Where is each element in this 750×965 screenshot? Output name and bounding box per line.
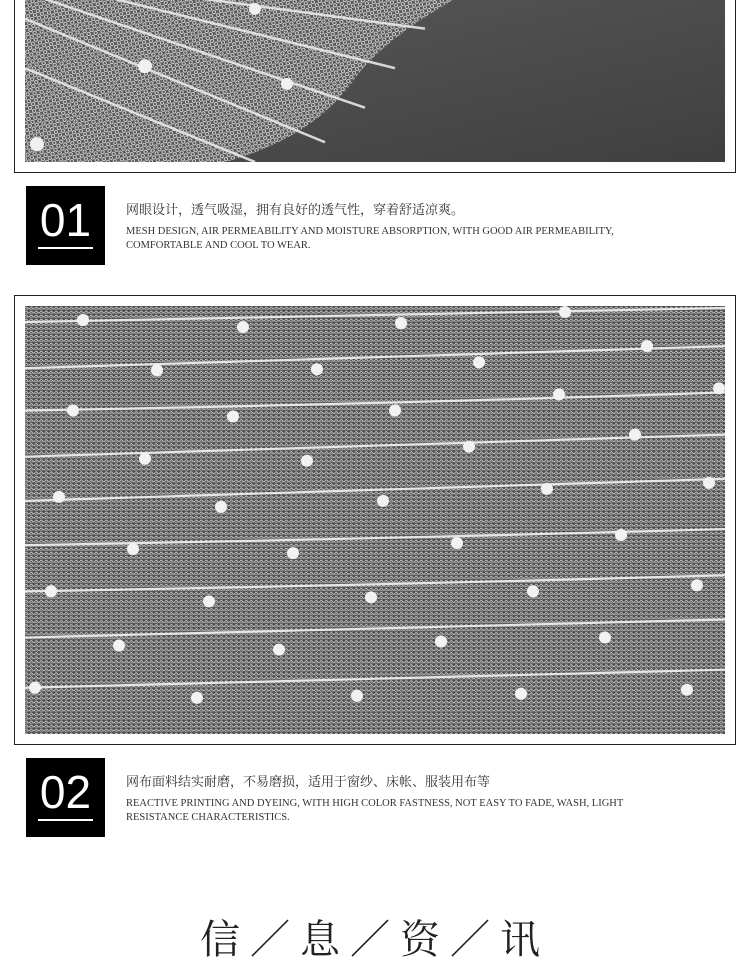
- section-title-info: 信／息／资／讯: [200, 917, 550, 963]
- feature-number: 01: [38, 195, 93, 249]
- feature-number-box: [26, 758, 105, 837]
- fabric-photo-top: [25, 0, 725, 162]
- feature-02: [26, 758, 726, 838]
- feature-number: 02: [38, 767, 93, 821]
- feature-description-en: MESH DESIGN, AIR PERMEABILITY AND MOISTURE ABSORPTION, WITH GOOD AIR PERMEABILITY, COMFORTABLE AND COOL TO WEAR.: [126, 226, 614, 251]
- fabric-photo-middle: [25, 306, 725, 734]
- mesh-fabric-image-top: [25, 0, 725, 162]
- fabric-photo-frame-middle: [14, 295, 736, 745]
- feature-description-en: REACTIVE PRINTING AND DYEING, WITH HIGH COLOR FASTNESS, NOT EASY TO FADE, WASH, LIGHT RESISTANCE CHARACTERISTICS.: [126, 798, 624, 823]
- mesh-fabric-image-middle: [25, 306, 725, 734]
- fabric-photo-frame-top: [14, 0, 736, 173]
- feature-number-box: [26, 186, 105, 265]
- feature-description-zh: 网布面料结实耐磨，不易磨损，适用于窗纱、床帐、服装用布等: [126, 775, 491, 790]
- feature-01: [26, 186, 726, 266]
- feature-description-zh: 网眼设计，透气吸湿，拥有良好的透气性，穿着舒适凉爽。: [126, 203, 465, 218]
